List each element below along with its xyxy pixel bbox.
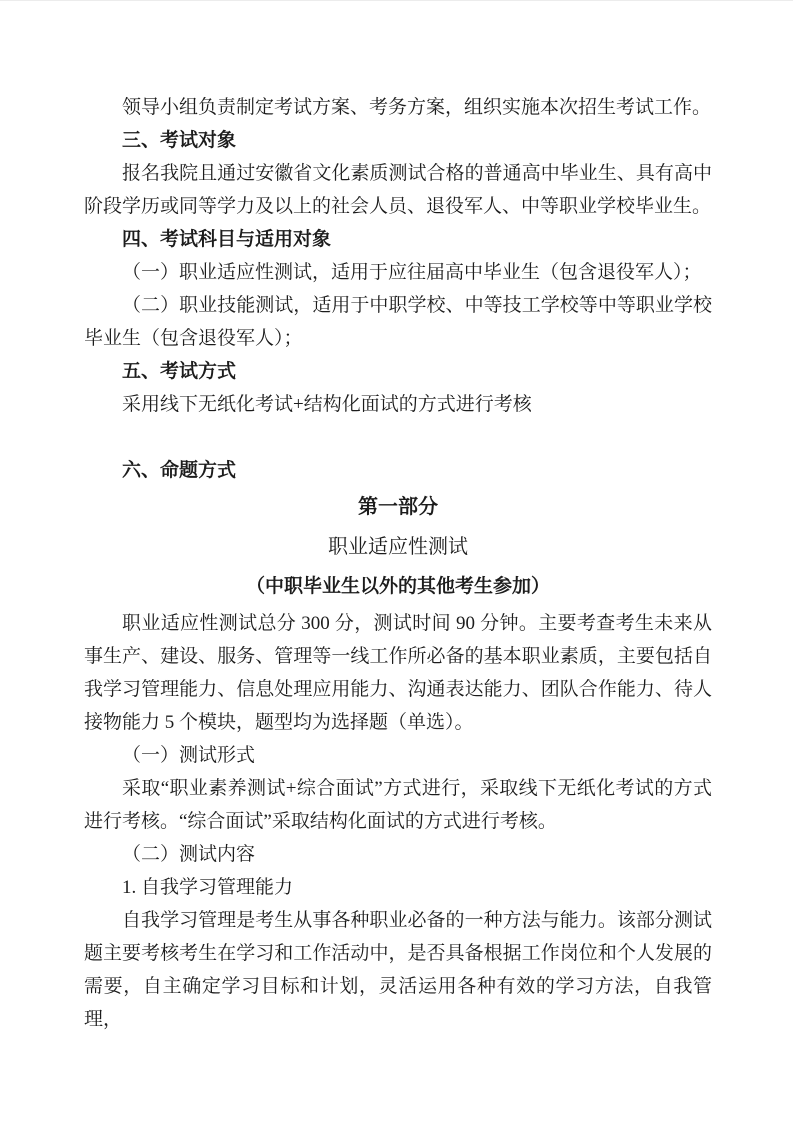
paragraph: （二）测试内容 [122,844,256,865]
section-heading: 五、考试方式 [122,361,237,382]
paragraph: 职业适应性测试总分 300 分，测试时间 90 分钟。主要考查考生未来从事生产、建设、服务、管理等一线工作所必备的基本职业素质，主要包括自我学习管理能力、信息处理应用能力、沟通表达能力、团队合作能力、待人接物能力 5 个模块，题型均为选择题（单选）。 [84,613,712,733]
paragraph: （一）测试形式 [122,745,256,766]
paragraph: 领导小组负责制定考试方案、考务方案，组织实施本次招生考试工作。 [122,97,712,118]
paragraph: 1. 自我学习管理能力 [122,877,294,898]
participants-note: （中职毕业生以外的其他考生参加） [245,576,550,597]
section-heading: 三、考试对象 [122,130,237,151]
paragraph: 采用线下无纸化考试+结构化面试的方式进行考核 [122,394,532,415]
paragraph: 报名我院且通过安徽省文化素质测试合格的普通高中毕业生、具有高中阶段学历或同等学力及以上的社会人员、退役军人、中等职业学校毕业生。 [84,163,712,217]
paragraph: （一）职业适应性测试，适用于应往届高中毕业生（包含退役军人）； [122,262,702,283]
paragraph: （二）职业技能测试，适用于中职学校、中等技工学校等中等职业学校毕业生（包含退役军人）； [84,295,712,349]
part-subtitle: 职业适应性测试 [328,536,468,558]
section-heading: 六、命题方式 [122,460,237,481]
part-title: 第一部分 [358,496,438,518]
section-heading: 四、考试科目与适用对象 [122,229,332,250]
paragraph: 采取“职业素养测试+综合面试”方式进行，采取线下无纸化考试的方式进行考核。“综合面试”采取结构化面试的方式进行考核。 [84,778,712,832]
document-content [84,91,712,1036]
paragraph: 自我学习管理是考生从事各种职业必备的一种方法与能力。该部分测试题主要考核考生在学习和工作活动中，是否具备根据工作岗位和个人发展的需要，自主确定学习目标和计划，灵活运用各种有效的学习方法，自我管理， [84,910,712,1030]
blank-line [84,421,712,454]
